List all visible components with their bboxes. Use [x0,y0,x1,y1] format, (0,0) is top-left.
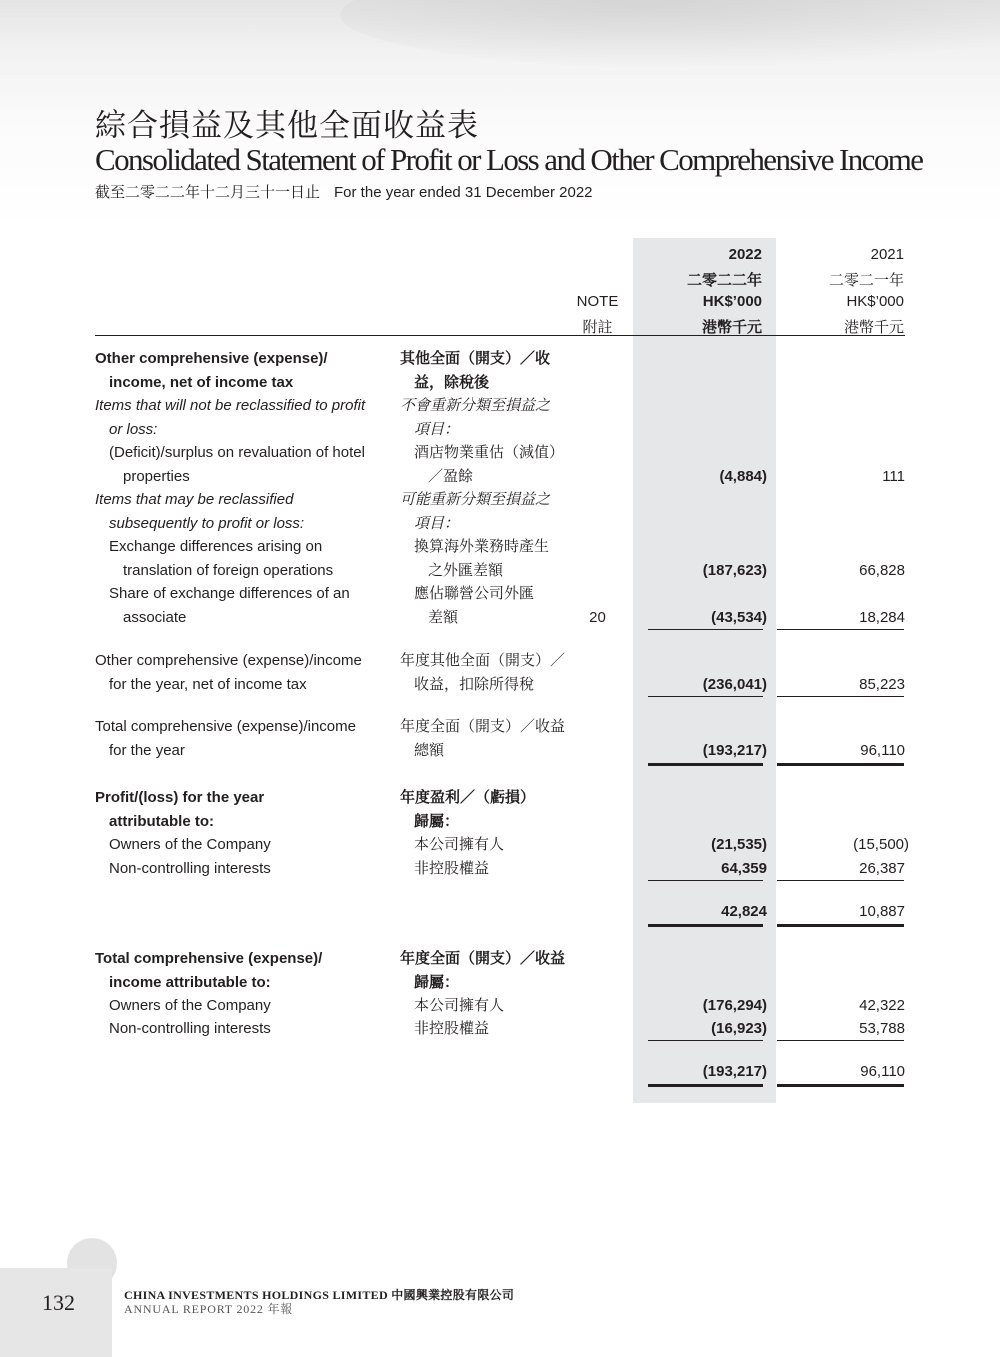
row-label-en: Owners of the Company [109,997,271,1014]
row-label-en: subsequently to profit or loss: [109,515,305,532]
total-rule [777,1084,904,1087]
value-2021: 96,110 [860,742,905,759]
row-label-en: Total comprehensive (expense)/ [95,950,323,967]
value-2022: 64,359 [721,860,767,877]
value-2022: (193,217) [702,742,767,759]
value-2022-total: 42,824 [721,903,767,920]
value-2021: 18,284 [859,609,905,626]
row-label-zh: 之外匯差額 [428,562,504,579]
row-label-zh: 本公司擁有人 [414,836,505,853]
value-2021: 26,387 [859,860,905,877]
note-reference: 20 [589,609,606,626]
row-label-zh: 酒店物業重估（減值） [414,444,565,461]
row-label-en: Non-controlling interests [109,860,271,877]
row-label-en: translation of foreign operations [123,562,334,579]
row-label-zh: 項目： [414,515,460,532]
row-label-en: Non-controlling interests [109,1020,271,1037]
row-label-en: Items that may be reclassified [95,491,294,508]
col-2022-year: 2022 [728,246,762,263]
page-title-english: Consolidated Statement of Profit or Loss and Other Comprehensive Income [95,142,923,177]
row-label-zh: 應佔聯營公司外匯 [414,585,535,602]
value-2021: 85,223 [859,676,905,693]
total-rule [648,763,763,766]
value-2022: (236,041) [702,676,767,693]
subtotal-rule [648,1040,763,1041]
col-2021-unit-zh: 港幣千元 [843,319,904,336]
row-label-en: income, net of income tax [109,374,294,391]
row-label-zh: 總額 [414,742,445,759]
row-label-zh: 其他全面（開支）／收 [400,350,551,367]
current-year-column-shading [633,238,776,1103]
row-label-en: Other comprehensive (expense)/ [95,350,328,367]
value-2021: 42,322 [859,997,905,1014]
col-2022-unit: HK$’000 [702,293,762,310]
row-label-en: Owners of the Company [109,836,271,853]
value-2022-total: (193,217) [702,1063,767,1080]
page-title-chinese: 綜合損益及其他全面收益表 [95,108,479,144]
row-label-zh: 益，除稅後 [414,374,490,391]
page-number: 132 [42,1290,75,1315]
row-label-en: for the year [109,742,185,759]
row-label-en: Items that will not be reclassified to profit [95,397,366,414]
total-rule [648,924,763,927]
subtotal-rule [777,696,904,697]
value-2021-total: 10,887 [859,903,905,920]
col-2022-unit-zh: 港幣千元 [701,319,762,336]
value-2021-total: 96,110 [860,1063,905,1080]
subtotal-rule [777,629,904,630]
value-2022: (16,923) [711,1020,767,1037]
value-2022: (4,884) [719,468,767,485]
row-label-zh: 不會重新分類至損益之 [400,397,551,414]
row-label-en: or loss: [109,421,158,438]
row-label-zh: 年度盈利／（虧損） [400,789,536,806]
col-note-zh: 附註 [582,319,613,336]
footer-company-name: CHINA INVESTMENTS HOLDINGS LIMITED 中國興業控股有限公司 [124,1288,515,1302]
value-2021: 66,828 [859,562,905,579]
total-rule [777,924,904,927]
total-rule [777,763,904,766]
col-2022-year-zh: 二零二二年 [686,272,762,289]
row-label-zh: 差額 [428,609,459,626]
period-chinese: 截至二零二二年十二月三十一日止 [95,184,321,201]
subtotal-rule [777,1040,904,1041]
row-label-en: Other comprehensive (expense)/income [95,652,362,669]
row-label-zh: 換算海外業務時產生 [414,538,550,555]
row-label-zh: 年度全面（開支）／收益 [400,950,566,967]
row-label-en: (Deficit)/surplus on revaluation of hotel [109,444,365,461]
row-label-zh: 年度其他全面（開支）／ [400,652,566,669]
row-label-zh: 年度全面（開支）／收益 [400,718,566,735]
row-label-zh: 本公司擁有人 [414,997,505,1014]
row-label-zh: ／盈餘 [428,468,474,485]
value-2022: (21,535) [711,836,767,853]
col-2021-year-zh: 二零二一年 [828,272,904,289]
row-label-en: Profit/(loss) for the year [95,789,265,806]
row-label-zh: 可能重新分類至損益之 [400,491,551,508]
period-english: For the year ended 31 December 2022 [334,184,593,201]
col-2021-unit: HK$’000 [846,293,904,310]
subtotal-rule [648,696,763,697]
value-2022: (43,534) [711,609,767,626]
row-label-zh: 收益，扣除所得稅 [414,676,535,693]
footer-report-name: ANNUAL REPORT 2022 年報 [124,1302,294,1316]
row-label-zh: 非控股權益 [414,860,490,877]
period-subtitle [95,181,593,202]
value-2021: 111 [882,468,905,485]
row-label-en: attributable to: [109,813,214,830]
row-label-zh: 歸屬： [414,813,460,830]
col-2021-year: 2021 [870,246,904,263]
row-label-en: income attributable to: [109,974,271,991]
value-2022: (176,294) [702,997,767,1014]
row-label-zh: 項目： [414,421,460,438]
value-2022: (187,623) [702,562,767,579]
row-label-en: properties [123,468,190,485]
row-label-zh: 歸屬： [414,974,460,991]
col-note: NOTE [576,293,619,310]
row-label-en: Exchange differences arising on [109,538,323,555]
row-label-en: associate [123,609,187,626]
total-rule [648,1084,763,1087]
value-2021: 53,788 [859,1020,905,1037]
subtotal-rule [648,629,763,630]
row-label-zh: 非控股權益 [414,1020,490,1037]
value-2021: (15,500) [853,836,909,853]
row-label-en: Total comprehensive (expense)/income [95,718,356,735]
subtotal-rule [648,880,763,881]
header-rule [95,335,905,336]
subtotal-rule [777,880,904,881]
row-label-en: for the year, net of income tax [109,676,307,693]
row-label-en: Share of exchange differences of an [109,585,350,602]
